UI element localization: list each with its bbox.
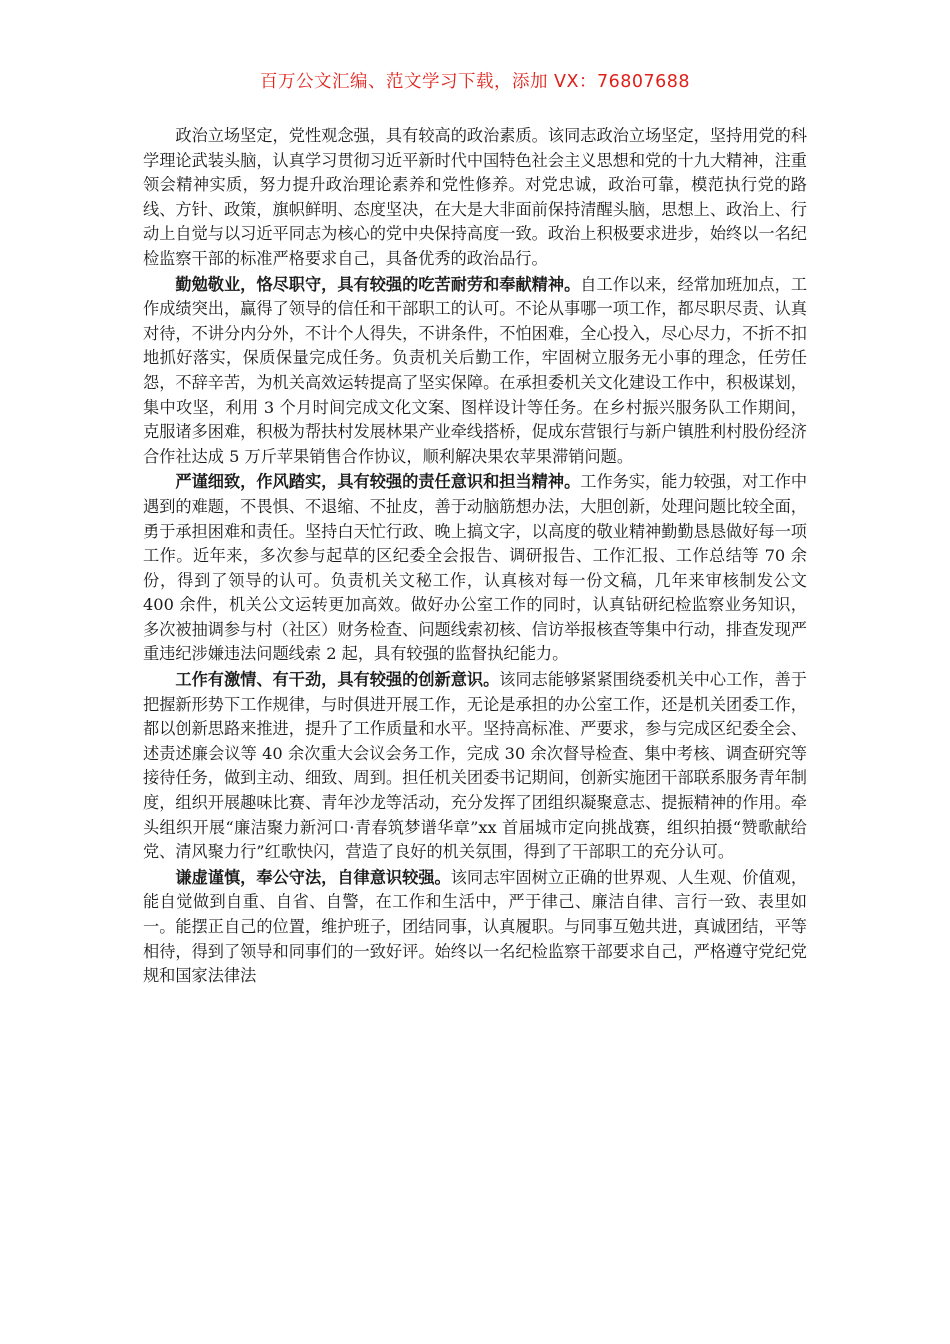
header-banner: 百万公文汇编、范文学习下载，添加 VX：76807688 [259,72,691,92]
paragraph-diligence [143,273,807,470]
paragraph-lead: 勤勉敬业，恪尽职守，具有较强的吃苦耐劳和奉献精神。 [175,274,581,294]
paragraph-text: 工作务实，能力较强，对工作中遇到的难题，不畏惧、不退缩、不扯皮，善于动脑筋想办法，大胆创新，处理问题比较全面，勇于承担困难和责任。坚持白天忙行政、晚上搞文字，以高度的敬业精神勤勤恳恳做好每一项工作。近年来，多次参与起草的区纪委全会报告、调研报告、工作汇报、工作总结等 70 余份，得到了领导的认可。负责机关文秘工作，认真核对每一份文稿，几年来审核制发公文 400 余件，机关公文运转更加高效。做好办公室工作的同时，认真钻研纪检监察业务知识，多次被抽调参与村（社区）财务检查、问题线索初核、信访举报核查等集中行动，排查发现严重违纪涉嫌违法问题线索 2 起，具有较强的监督执纪能力。 [143,472,808,664]
paragraph-self-discipline [143,866,807,989]
paragraph-lead: 严谨细致，作风踏实，具有较强的责任意识和担当精神。 [175,472,581,492]
paragraph-text: 政治立场坚定，党性观念强，具有较高的政治素质。该同志政治立场坚定，坚持用党的科学理论武装头脑，认真学习贯彻习近平新时代中国特色社会主义思想和党的十九大精神，注重领会精神实质，努力提升政治理论素养和党性修养。对党忠诚，政治可靠，模范执行党的路线、方针、政策，旗帜鲜明、态度坚决，在大是大非面前保持清醒头脑，思想上、政治上、行动上自觉与以习近平同志为核心的党中央保持高度一致。政治上积极要求进步，始终以一名纪检监察干部的标准严格要求自己，具备优秀的政治品行。 [143,126,807,268]
paragraph-innovation [143,668,807,865]
paragraph-lead: 工作有激情、有干劲，具有较强的创新意识。 [175,670,500,690]
paragraph-text: 该同志牢固树立正确的世界观、人生观、价值观，能自觉做到自重、自省、自警，在工作和生活中，严于律己、廉洁自律、言行一致、表里如一。能摆正自己的位置，维护班子，团结同事，认真履职。与同事互勉共进，真诚团结，平等相待，得到了领导和同事们的一致好评。始终以一名纪检监察干部要求自己，严格遵守党纪党规和国家法律法 [143,867,808,986]
paragraph-text: 自工作以来，经常加班加点，工作成绩突出，赢得了领导的信任和干部职工的认可。不论从事哪一项工作，都尽职尽责、认真对待，不讲分内分外，不计个人得失，不讲条件，不怕困难，全心投入，尽心尽力，不折不扣地抓好落实，保质保量完成任务。负责机关后勤工作，牢固树立服务无小事的理念，任劳任怨，不辞辛苦，为机关高效运转提高了坚实保障。在承担委机关文化建设工作中，积极谋划，集中攻坚，利用 3 个月时间完成文化文案、图样设计等任务。在乡村振兴服务队工作期间，克服诸多困难，积极为帮扶村发展林果产业牵线搭桥，促成东营银行与新户镇胜利村股份经济合作社达成 5 万斤苹果销售合作协议，顺利解决果农苹果滞销问题。 [143,274,808,466]
paragraph-rigor [143,470,807,667]
document-body [143,124,807,990]
paragraph-text: 该同志能够紧紧围绕委机关中心工作，善于把握新形势下工作规律，与时俱进开展工作，无论是承担的办公室工作，还是机关团委工作，都以创新思路来推进，提升了工作质量和水平。坚持高标准、严要求，参与完成区纪委全会、述责述廉会议等 40 余次重大会议会务工作，完成 30 余次督导检查、集中考核、调查研究等接待任务，做到主动、细致、周到。担任机关团委书记期间，创新实施团干部联系服务青年制度，组织开展趣味比赛、青年沙龙等活动，充分发挥了团组织凝聚意志、提振精神的作用。牵头组织开展“廉洁聚力新河口·青春筑梦谱华章”xx 首届城市定向挑战赛，组织拍摄“赞歌献给党、清风聚力行”红歌快闪，营造了良好的机关氛围，得到了干部职工的充分认可。 [143,670,807,862]
paragraph-political [143,124,807,272]
paragraph-lead: 谦虚谨慎，奉公守法，自律意识较强。 [175,867,451,887]
